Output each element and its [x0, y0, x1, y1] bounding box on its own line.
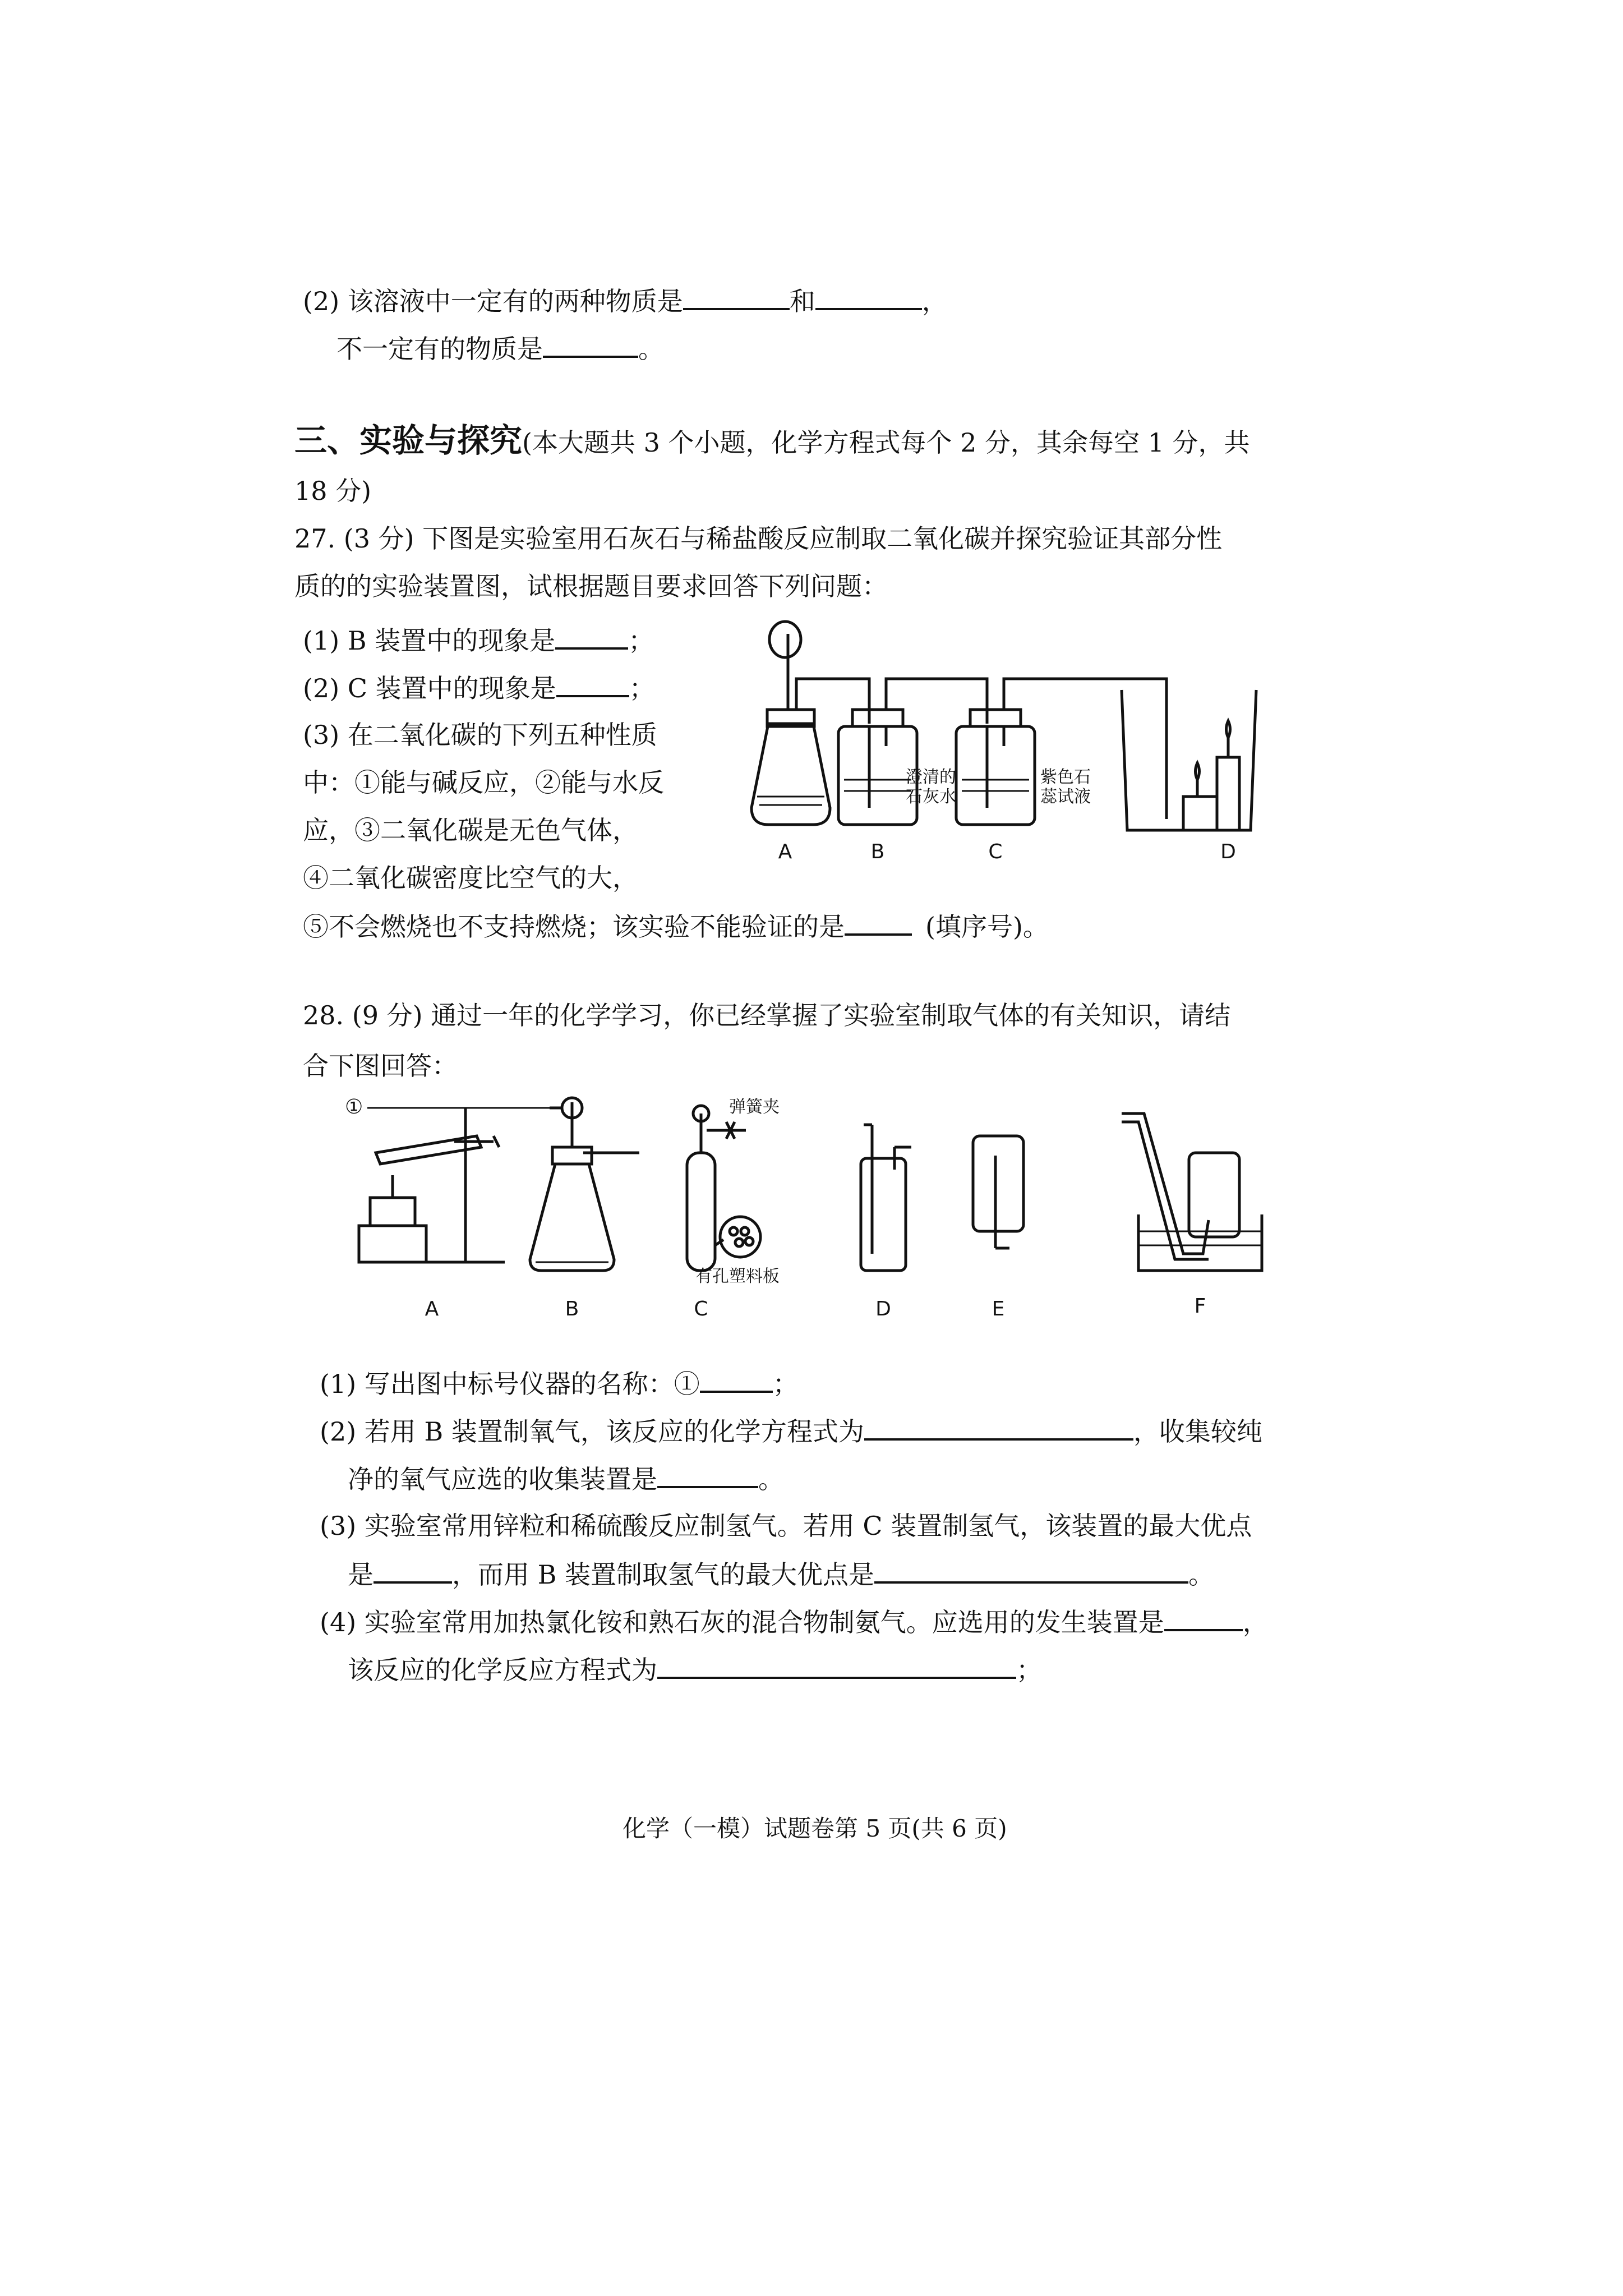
answer-blank[interactable]: [864, 1414, 1133, 1441]
q27-part3-line4: ④二氧化碳密度比空气的大，: [303, 863, 638, 893]
fig28-label-b: B: [565, 1297, 579, 1320]
q27-intro-line2: 质的的实验装置图，试根据题目要求回答下列问题：: [294, 571, 888, 601]
q27-part1: (1) B 装置中的现象是 ；: [303, 623, 654, 657]
section3-header: [294, 421, 1250, 459]
q27-apparatus-figure: [718, 611, 1279, 869]
answer-blank[interactable]: [374, 1557, 452, 1584]
q26-part2-line1: (2) 该溶液中一定有的两种物质是 和 ，: [303, 283, 948, 318]
q28-part2-line1: (2) 若用 B 装置制氧气，该反应的化学方程式为 ，收集较纯: [320, 1414, 1262, 1448]
answer-blank[interactable]: [657, 1461, 758, 1488]
answer-blank[interactable]: [845, 909, 912, 936]
section3-title: 三、实验与探究: [294, 421, 523, 459]
q28-intro-line2: 合下图回答：: [303, 1051, 458, 1081]
q28-part4-line2: 该反应的化学反应方程式为 ；: [348, 1652, 1042, 1687]
fig28-label-e: E: [992, 1297, 1005, 1320]
fig28-label-c: C: [694, 1297, 708, 1320]
fig28-label-d: D: [875, 1297, 891, 1320]
q28-part3-line2: 是 ，而用 B 装置制取氢气的最大优点是 。: [348, 1557, 1214, 1591]
q28-part1: (1) 写出图中标号仪器的名称：① ；: [320, 1366, 799, 1401]
q27-intro-line1: 27. (3 分) 下图是实验室用石灰石与稀盐酸反应制取二氧化碳并探究验证其部分性: [294, 523, 1223, 554]
litmus-label-line2: 蕊试液: [1040, 787, 1091, 807]
q27-part3-line1: (3) 在二氧化碳的下列五种性质: [303, 720, 657, 750]
answer-blank[interactable]: [657, 1652, 1016, 1679]
answer-blank[interactable]: [815, 283, 922, 310]
fig27-label-b: B: [870, 840, 885, 863]
answer-blank[interactable]: [874, 1557, 1188, 1584]
limewater-label-line2: 石灰水: [906, 787, 956, 807]
fig28-plate-label: 有孔塑料板: [695, 1267, 780, 1286]
answer-blank[interactable]: [543, 331, 638, 358]
fig27-label-a: A: [778, 840, 792, 863]
section3-note: (本大题共 3 个小题，化学方程式每个 2 分，其余每空 1 分，共: [522, 427, 1250, 458]
fig28-clip-label: 弹簧夹: [729, 1097, 780, 1117]
answer-blank[interactable]: [683, 283, 790, 310]
q27-part3-line2: 中：①能与碱反应，②能与水反: [303, 767, 664, 798]
answer-blank[interactable]: [1164, 1604, 1243, 1631]
answer-blank[interactable]: [556, 670, 629, 697]
q28-part4-line1: (4) 实验室常用加热氯化铵和熟石灰的混合物制氨气。应选用的发生装置是 ，: [320, 1604, 1269, 1639]
q28-intro-line1: 28. (9 分) 通过一年的化学学习，你已经掌握了实验室制取气体的有关知识，请结: [303, 1000, 1231, 1030]
limewater-label-line1: 澄清的: [906, 767, 956, 787]
litmus-label-line1: 紫色石: [1040, 767, 1091, 787]
q28-part3-line1: (3) 实验室常用锌粒和稀硫酸反应制氢气。若用 C 装置制氢气，该装置的最大优点: [320, 1511, 1252, 1541]
q28-part2-line2: 净的氧气应选的收集装置是 。: [348, 1461, 784, 1496]
page-footer: 化学（一模）试题卷第 5 页(共 6 页): [623, 1815, 1007, 1842]
fig28-label-a: A: [425, 1297, 439, 1320]
q27-part3-line5: ⑤不会燃烧也不支持燃烧；该实验不能验证的是 (填序号)。: [303, 909, 1049, 944]
answer-blank[interactable]: [700, 1366, 773, 1393]
fig27-label-c: C: [988, 840, 1003, 863]
answer-blank[interactable]: [555, 623, 628, 650]
section3-note-line2: 18 分): [294, 476, 372, 506]
fig27-label-d: D: [1220, 840, 1236, 863]
fig28-marker: ①: [345, 1096, 363, 1119]
q27-part3-line3: 应，③二氧化碳是无色气体，: [303, 815, 638, 845]
q26-part2-line2: 不一定有的物质是 。: [336, 331, 664, 366]
fig28-label-f: F: [1194, 1295, 1206, 1318]
q28-apparatus-figure: [336, 1091, 1357, 1327]
q27-part2: (2) C 装置中的现象是 ；: [303, 670, 655, 705]
